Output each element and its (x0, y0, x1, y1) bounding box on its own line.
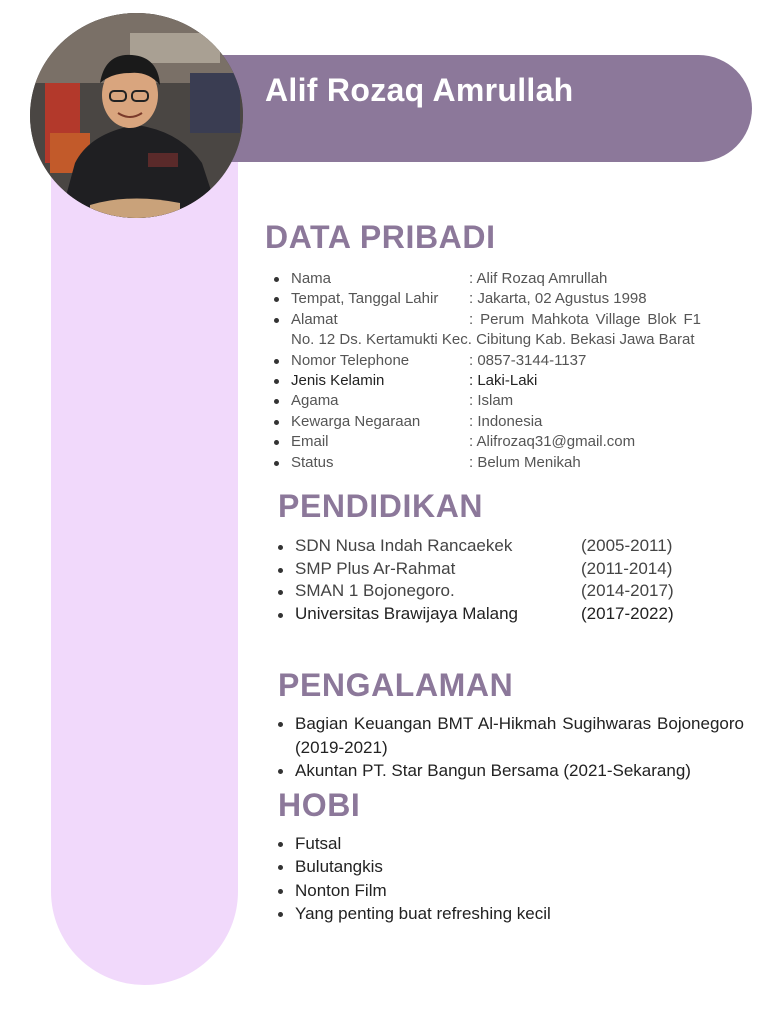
list-item: SMP Plus Ar-Rahmat (2011-2014) (295, 558, 715, 581)
profile-photo (30, 13, 243, 218)
list-item: Kewarga Negaraan : Indonesia (291, 412, 711, 432)
list-item: Nomor Telephone : 0857-3144-1137 (291, 351, 711, 371)
section-title-education: PENDIDIKAN (278, 488, 484, 524)
list-item: Tempat, Tanggal Lahir : Jakarta, 02 Agustus 1998 (291, 289, 711, 309)
address-continuation: F1 No. 12 Ds. Kertamukti Kec. Cibitung Kab. Bekasi Jawa Barat (291, 310, 701, 349)
decorative-side-panel (51, 130, 238, 985)
list-item: Alamat : Perum Mahkota Village Blok F1 No. 12 Ds. Kertamukti Kec. Cibitung Kab. Bekasi Jawa Barat (291, 310, 701, 351)
list-item: Akuntan PT. Star Bangun Bersama (2021-Sekarang) (295, 759, 744, 783)
list-item: Agama : Islam (291, 391, 711, 411)
section-title-experience: PENGALAMAN (278, 667, 514, 703)
personal-data-list (291, 269, 711, 473)
section-title-personal-data: DATA PRIBADI (265, 219, 496, 255)
list-item: Yang penting buat refreshing kecil (295, 902, 715, 925)
list-item: Bagian Keuangan BMT Al-Hikmah Sugihwaras Bojonegoro (2019-2021) (295, 712, 744, 759)
list-item: SDN Nusa Indah Rancaekek (2005-2011) (295, 535, 715, 558)
page-title: Alif Rozaq Amrullah (265, 72, 574, 108)
list-item: Email : Alifrozaq31@gmail.com (291, 432, 711, 452)
section-title-hobbies: HOBI (278, 787, 361, 823)
list-item: Futsal (295, 832, 715, 855)
list-item: Bulutangkis (295, 855, 715, 878)
list-item: SMAN 1 Bojonegoro. (2014-2017) (295, 580, 715, 603)
list-item: Universitas Brawijaya Malang (2017-2022) (295, 603, 715, 626)
hobbies-list (295, 832, 715, 925)
list-item: Nonton Film (295, 879, 715, 902)
list-item: Status : Belum Menikah (291, 453, 711, 473)
list-item: Jenis Kelamin : Laki-Laki (291, 371, 711, 391)
avatar (30, 13, 243, 218)
experience-list (295, 712, 744, 783)
education-list (295, 535, 715, 625)
list-item: Nama : Alif Rozaq Amrullah (291, 269, 711, 289)
